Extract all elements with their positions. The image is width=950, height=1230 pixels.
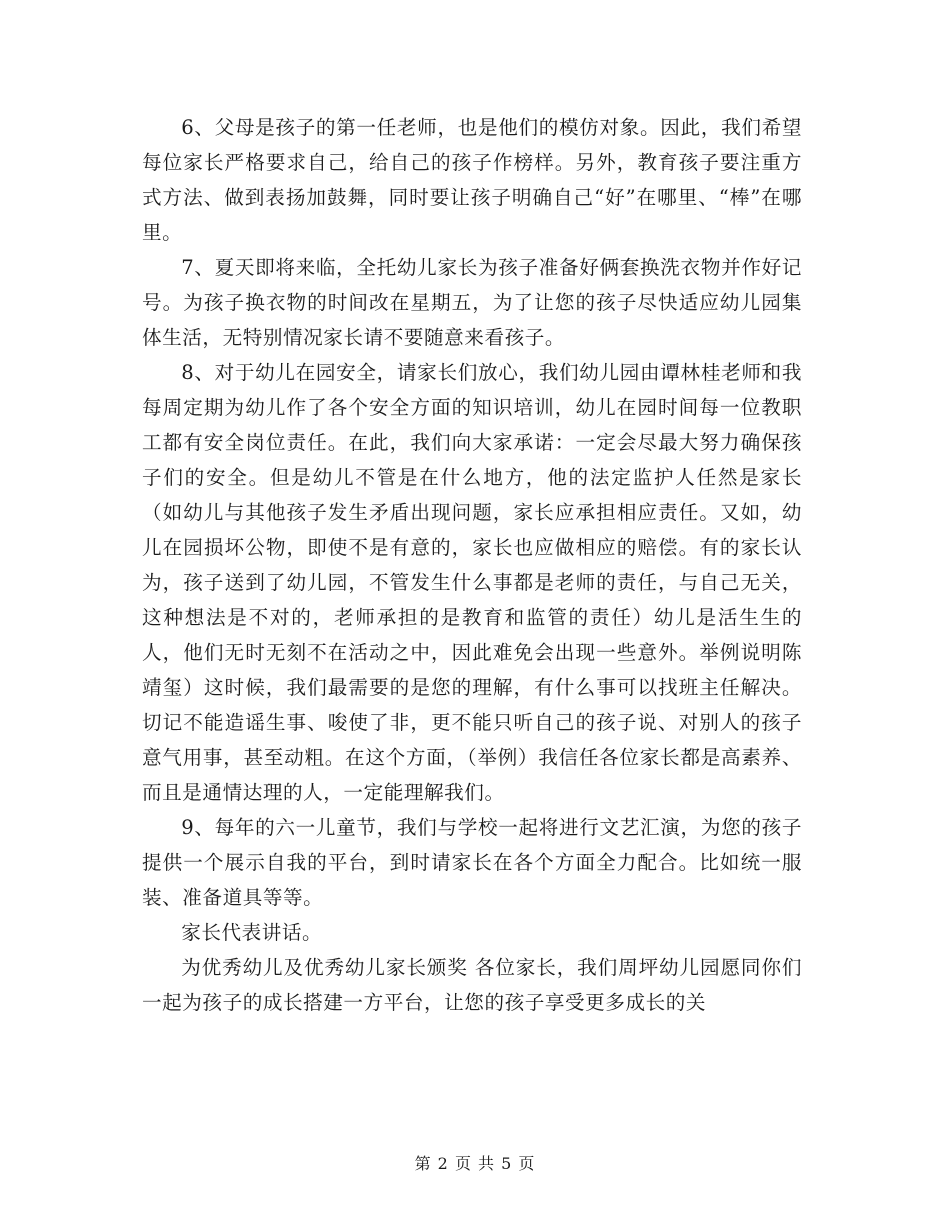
paragraph-award: 为优秀幼儿及优秀幼儿家长颁奖 各位家长，我们周坪幼儿园愿同你们一起为孩子的成长搭建一方平台，让您的孩子享受更多成长的关 — [142, 956, 802, 1014]
page-footer — [0, 1152, 950, 1176]
paragraph-parent-speech: 家长代表讲话。 — [181, 921, 323, 944]
paragraph-item-7: 7、夏天即将来临，全托幼儿家长为孩子准备好俩套换洗衣物并作好记号。为孩子换衣物的时间改在星期五，为了让您的孩子尽快适应幼儿园集体生活，无特别情况家长请不要随意来看孩子。 — [142, 256, 802, 349]
page-number: 第 2 页 共 5 页 — [414, 1154, 536, 1173]
paragraph-item-6: 6、父母是孩子的第一任老师，也是他们的模仿对象。因此，我们希望每位家长严格要求自己，给自己的孩子作榜样。另外，教育孩子要注重方式方法、做到表扬加鼓舞，同时要让孩子明确自己“好”在哪里、“棒”在哪里。 — [142, 116, 802, 244]
paragraph-item-8: 8、对于幼儿在园安全，请家长们放心，我们幼儿园由谭林桂老师和我每周定期为幼儿作了各个安全方面的知识培训，幼儿在园时间每一位教职工都有安全岗位责任。在此，我们向大家承诺：一定会尽最大努力确保孩子们的安全。但是幼儿不管是在什么地方，他的法定监护人任然是家长（如幼儿与其他孩子发生矛盾出现问题，家长应承担相应责任。又如，幼儿在园损坏公物，即使不是有意的，家长也应做相应的赔偿。有的家长认为，孩子送到了幼儿园，不管发生什么事都是老师的责任，与自己无关，这种想法是不对的，老师承担的是教育和监管的责任）幼儿是活生生的人，他们无时无刻不在活动之中，因此难免会出现一些意外。举例说明陈靖玺）这时候，我们最需要的是您的理解，有什么事可以找班主任解决。切记不能造谣生事、唆使了非，更不能只听自己的孩子说、对别人的孩子意气用事，甚至动粗。在这个方面，（举例）我信任各位家长都是高素养、而且是通情达理的人，一定能理解我们。 — [142, 361, 802, 804]
paragraph-item-9: 9、每年的六一儿童节，我们与学校一起将进行文艺汇演，为您的孩子提供一个展示自我的平台，到时请家长在各个方面全力配合。比如统一服装、准备道具等等。 — [142, 816, 802, 909]
document-body — [142, 110, 802, 1020]
